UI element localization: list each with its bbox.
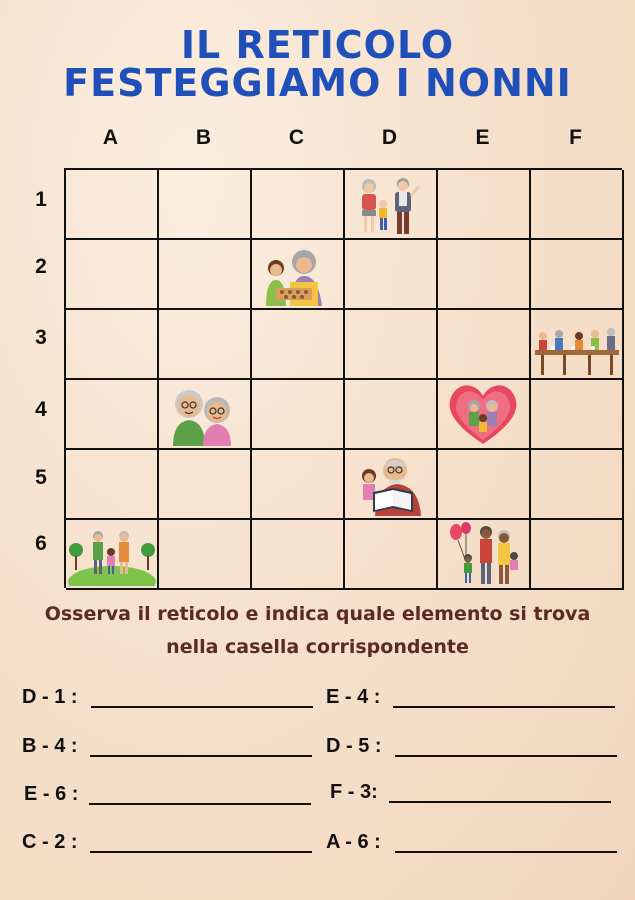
- answer-line-b4[interactable]: [90, 755, 312, 757]
- answer-line-f3[interactable]: [389, 801, 611, 803]
- grandma-baking-with-child-icon: [254, 242, 340, 306]
- cell-d4: [345, 380, 438, 450]
- cell-e1: [438, 170, 531, 240]
- question-label-e4: E - 4 :: [326, 686, 381, 708]
- reticolo-grid: [64, 168, 622, 588]
- cell-b5: [159, 450, 252, 520]
- cell-f1: [531, 170, 624, 240]
- cell-d2: [345, 240, 438, 310]
- row-label-4: 4: [35, 398, 47, 421]
- cell-e2: [438, 240, 531, 310]
- row-label-6: 6: [35, 532, 47, 555]
- cell-c1: [252, 170, 345, 240]
- row-label-5: 5: [35, 466, 47, 489]
- question-label-e6: E - 6 :: [24, 783, 79, 805]
- cell-f3: [531, 310, 624, 380]
- cell-a4: [66, 380, 159, 450]
- cell-b1: [159, 170, 252, 240]
- family-dinner-table-icon: [533, 312, 621, 376]
- cell-b6: [159, 520, 252, 590]
- title-line-1: IL RETICOLO: [180, 23, 455, 67]
- heart-family-icon: [440, 382, 526, 446]
- cell-e3: [438, 310, 531, 380]
- answer-line-d5[interactable]: [395, 755, 617, 757]
- column-label-a: A: [102, 126, 119, 149]
- cell-d1: [345, 170, 438, 240]
- answer-line-d1[interactable]: [91, 706, 313, 708]
- cell-c4: [252, 380, 345, 450]
- grandpa-reading-book-icon: [347, 452, 433, 516]
- row-label-3: 3: [35, 326, 47, 349]
- family-in-park-icon: [68, 522, 156, 586]
- instruction-text: Osserva il reticolo e indica quale elemento si trova nella casella corrispondente: [44, 603, 591, 658]
- question-label-c2: C - 2 :: [22, 831, 78, 853]
- cell-c2: [252, 240, 345, 310]
- cell-c5: [252, 450, 345, 520]
- column-label-f: F: [569, 126, 582, 149]
- question-label-d1: D - 1 :: [22, 686, 78, 708]
- cell-a6: [66, 520, 159, 590]
- grandparents-couple-icon: [161, 382, 247, 446]
- cell-a1: [66, 170, 159, 240]
- title-line-2: FESTEGGIAMO I NONNI: [63, 61, 572, 105]
- cell-e6: [438, 520, 531, 590]
- column-label-e: E: [475, 126, 490, 149]
- cell-b4: [159, 380, 252, 450]
- answer-line-e6[interactable]: [89, 803, 311, 805]
- cell-f4: [531, 380, 624, 450]
- column-label-c: C: [288, 126, 305, 149]
- cell-c3: [252, 310, 345, 380]
- answer-line-c2[interactable]: [90, 851, 312, 853]
- cell-a2: [66, 240, 159, 310]
- cell-a5: [66, 450, 159, 520]
- answer-line-e4[interactable]: [393, 706, 615, 708]
- cell-e4: [438, 380, 531, 450]
- column-label-b: B: [195, 126, 212, 149]
- question-label-f3: F - 3:: [330, 781, 378, 803]
- cell-b3: [159, 310, 252, 380]
- cell-f6: [531, 520, 624, 590]
- grandparents-with-balloons-icon: [440, 522, 526, 586]
- answer-line-a6[interactable]: [395, 851, 617, 853]
- cell-b2: [159, 240, 252, 310]
- cell-d5: [345, 450, 438, 520]
- row-label-2: 2: [35, 255, 47, 278]
- question-label-b4: B - 4 :: [22, 735, 78, 757]
- cell-a3: [66, 310, 159, 380]
- grandparents-with-child-icon: [347, 172, 433, 236]
- question-label-a6: A - 6 :: [326, 831, 381, 853]
- cell-f2: [531, 240, 624, 310]
- cell-c6: [252, 520, 345, 590]
- cell-d3: [345, 310, 438, 380]
- cell-f5: [531, 450, 624, 520]
- question-label-d5: D - 5 :: [326, 735, 382, 757]
- column-label-d: D: [381, 126, 398, 149]
- cell-d6: [345, 520, 438, 590]
- cell-e5: [438, 450, 531, 520]
- row-label-1: 1: [35, 188, 47, 211]
